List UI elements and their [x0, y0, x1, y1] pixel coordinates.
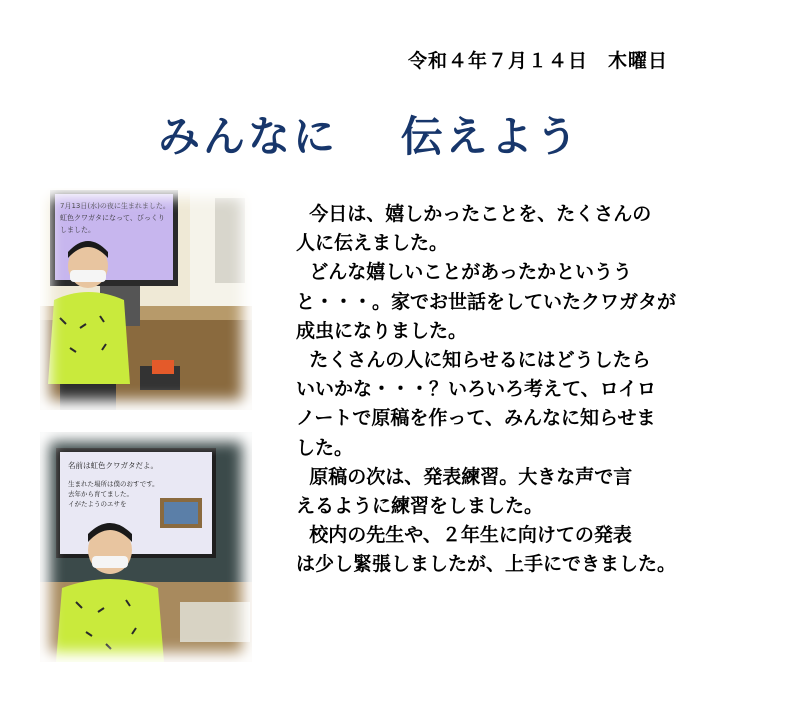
photo-1-screen-line: 虹色クワガタになって、びっくり: [60, 214, 165, 222]
body-line: 原稿の次は、発表練習。大きな声で言: [296, 465, 633, 488]
body-line: 人に伝えました。: [296, 232, 449, 255]
photo-presentation-1: [40, 188, 252, 410]
body-text: [296, 200, 766, 580]
photo-1-screen-line: しました。: [60, 226, 95, 234]
page-title: みんなに 伝えよう: [158, 112, 581, 161]
body-line: 成虫になりました。: [296, 319, 468, 342]
body-line: 校内の先生や、２年生に向けての発表: [296, 524, 632, 547]
photo-1-screen-line: 7月13日(水)の夜に生まれました。: [60, 202, 170, 210]
photo-presentation-2: [40, 432, 252, 662]
photo-2-screen-line: 生まれた場所は僕のおすです。: [68, 480, 159, 488]
body-line: した。: [296, 436, 354, 459]
photo-2-illustration: [40, 432, 252, 662]
body-line: は少し緊張しましたが、上手にできました。: [296, 553, 677, 576]
body-line: えるように練習をしました。: [296, 495, 544, 518]
photo-1-illustration: [40, 188, 252, 410]
photo-2-screen-line: イがたようのエサを: [68, 500, 127, 508]
date-line: 令和４年７月１４日 木曜日: [408, 50, 669, 72]
photo-2-screen-line: 名前は虹色クワガタだよ。: [68, 461, 158, 470]
body-line: 今日は、嬉しかったことを、たくさんの: [296, 203, 652, 225]
body-line: いいかな・・・？いろいろ考えて、ロイロ: [296, 378, 657, 401]
body-line: どんな嬉しいことがあったかというう: [296, 261, 633, 284]
body-line: ノートで原稿を作って、みんなに知らせま: [296, 407, 656, 430]
photo-2-screen-line: 去年から育てました。: [68, 490, 133, 498]
body-line: たくさんの人に知らせるにはどうしたら: [296, 349, 651, 372]
body-line: と・・・。家でお世話をしていたクワガタが: [296, 290, 677, 313]
